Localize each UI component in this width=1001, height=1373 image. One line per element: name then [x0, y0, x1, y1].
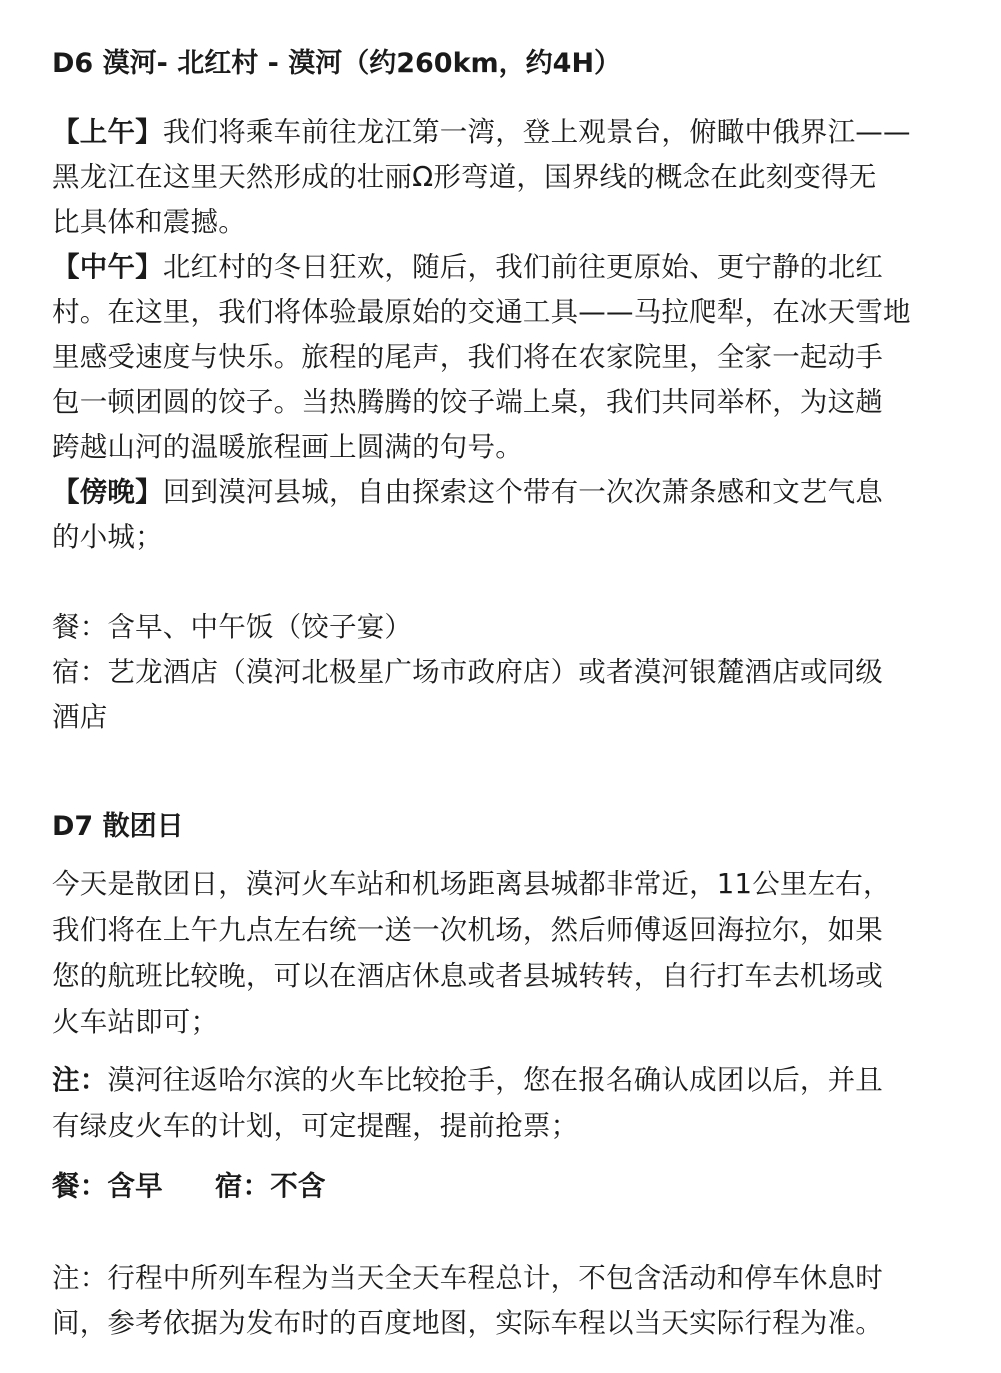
noon-tag: 【中午】	[52, 251, 163, 283]
d6-noon-line-4: 包一顿团圆的饺子。当热腾腾的饺子端上桌，我们共同举杯，为这趟	[52, 386, 883, 418]
d6-noon-line-3: 里感受速度与快乐。旅程的尾声，我们将在农家院里，全家一起动手	[52, 341, 883, 373]
noon-text: 北红村的冬日狂欢，随后，我们前往更原始、更宁静的北红	[162, 251, 884, 283]
d7-line-1: 今天是散团日，漠河火车站和机场距离县城都非常近，11公里左右，	[52, 868, 891, 900]
d7-meals-lodging	[52, 1168, 957, 1204]
d6-meals: 餐：含早、中午饭（饺子宴）	[52, 611, 413, 643]
d6-morning-line-3: 比具体和震撼。	[52, 206, 246, 238]
d6-lodging-line-1: 宿：艺龙酒店（漠河北极星广场市政府店）或者漠河银麓酒店或同级	[52, 656, 883, 688]
d7-note-line-1	[52, 1062, 957, 1098]
footer-note-line-1: 注：行程中所列车程为当天全天车程总计，不包含活动和停车休息时	[52, 1262, 883, 1294]
evening-tag: 【傍晚】	[52, 476, 163, 508]
d6-lodging-line-2: 酒店	[52, 701, 108, 733]
morning-text: 我们将乘车前往龙江第一湾，登上观景台，俯瞰中俄界江——	[162, 116, 911, 148]
d6-morning-line-1	[52, 114, 957, 150]
d7-title: D7 散团日	[52, 811, 184, 842]
morning-tag: 【上午】	[52, 116, 163, 148]
footer-note-line-2: 间，参考依据为发布时的百度地图，实际车程以当天实际行程为准。	[52, 1307, 883, 1339]
d7-meals: 餐：含早	[52, 1170, 163, 1202]
d6-evening-line-1	[52, 474, 957, 510]
d7-note-line-2: 有绿皮火车的计划，可定提醒，提前抢票；	[52, 1110, 579, 1142]
d6-morning-line-2: 黑龙江在这里天然形成的壮丽Ω形弯道，国界线的概念在此刻变得无	[52, 161, 877, 193]
d7-lodging: 宿：不含	[214, 1170, 326, 1202]
d6-noon-line-2: 村。在这里，我们将体验最原始的交通工具——马拉爬犁，在冰天雪地	[52, 296, 911, 328]
evening-text: 回到漠河县城，自由探索这个带有一次次萧条感和文艺气息	[162, 476, 884, 508]
d7-note-label: 注：	[52, 1064, 108, 1096]
d7-line-2: 我们将在上午九点左右统一送一次机场，然后师傅返回海拉尔，如果	[52, 914, 883, 946]
d7-note-text: 漠河往返哈尔滨的火车比较抢手，您在报名确认成团以后，并且	[107, 1064, 884, 1096]
d7-line-4: 火车站即可；	[52, 1006, 219, 1038]
d6-title: D6 漠河- 北红村 - 漠河（约260km，约4H）	[52, 48, 622, 79]
d6-noon-line-5: 跨越山河的温暖旅程画上圆满的句号。	[52, 431, 523, 463]
d6-noon-line-1	[52, 249, 957, 285]
d6-evening-line-2: 的小城；	[52, 521, 163, 553]
d7-line-3: 您的航班比较晚，可以在酒店休息或者县城转转，自行打车去机场或	[52, 960, 883, 992]
